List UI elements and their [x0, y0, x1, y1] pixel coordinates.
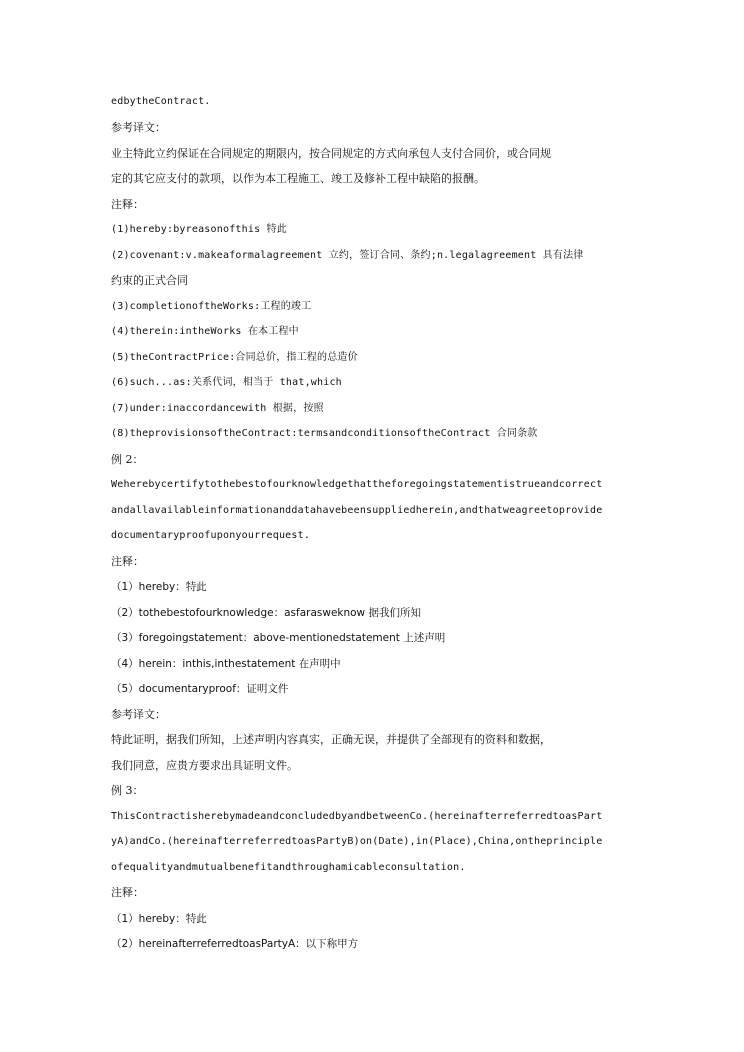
- text-line: 业主特此立约保证在合同规定的期限内，按合同规定的方式向承包人支付合同价，或合同规: [111, 147, 551, 160]
- text-line: 例 3：: [111, 784, 144, 797]
- text-line: 参考译文：: [111, 121, 166, 134]
- text-line: (5)theContractPrice:合同总价，指工程的总造价: [111, 352, 358, 363]
- text-line: 定的其它应支付的款项，以作为本工程施工、竣工及修补工程中缺陷的报酬。: [111, 172, 485, 185]
- text-line: yA)andCo.(hereinafterreferredtoasPartyB)on(Date),in(Place),China,ontheprinciple: [111, 836, 603, 847]
- text-line: edbytheContract.: [111, 96, 211, 107]
- text-line: (6)such...as:关系代词，相当于 that,which: [111, 377, 342, 388]
- text-line: (1)hereby:byreasonofthis 特此: [111, 224, 287, 235]
- text-line: (8)theprovisionsoftheContract:termsandconditionsoftheContract 合同条款: [111, 428, 538, 439]
- text-line: （2）hereinafterreferredtoasPartyA：以下称甲方: [111, 938, 359, 950]
- text-line: 特此证明，据我们所知，上述声明内容真实，正确无误，并提供了全部现有的资料和数据，: [111, 733, 551, 746]
- text-line: (2)covenant:v.makeaformalagreement 立约，签订合同、条约;n.legalagreement 具有法律: [111, 250, 584, 261]
- text-line: ofequalityandmutualbenefitandthroughamicableconsultation.: [111, 862, 466, 873]
- text-line: andallavailableinformationanddatahavebeensuppliedherein,andthatweagreetoprovide: [111, 505, 603, 516]
- text-line: 注释：: [111, 555, 144, 568]
- text-line: ThisContractisherebymadeandconcludedbyandbetweenCo.(hereinafterreferredtoasPart: [111, 811, 603, 822]
- text-line: (7)under:inaccordancewith 根据，按照: [111, 403, 324, 414]
- text-line: （5）documentaryproof：证明文件: [111, 683, 289, 695]
- text-line: Weherebycertifytothebestofourknowledgethattheforegoingstatementistrueandcorrect: [111, 479, 603, 490]
- text-line: 注释：: [111, 198, 144, 211]
- text-line: 例 2：: [111, 453, 144, 466]
- text-line: documentaryproofuponyourrequest.: [111, 530, 311, 541]
- text-line: （3）foregoingstatement：above-mentionedstatement 上述声明: [111, 632, 446, 644]
- text-line: 约束的正式合同: [111, 274, 188, 287]
- text-line: （2）tothebestofourknowledge：asfarasweknow 据我们所知: [111, 607, 421, 619]
- text-line: （1）hereby：特此: [111, 581, 207, 593]
- text-line: 参考译文：: [111, 708, 166, 721]
- text-line: （1）hereby：特此: [111, 913, 207, 925]
- text-line: (4)therein:intheWorks 在本工程中: [111, 326, 299, 337]
- text-line: 注释：: [111, 886, 144, 899]
- text-line: （4）herein：inthis,inthestatement 在声明中: [111, 658, 341, 670]
- text-line: (3)completionoftheWorks:工程的竣工: [111, 301, 312, 312]
- text-line: 我们同意，应贵方要求出具证明文件。: [111, 759, 298, 772]
